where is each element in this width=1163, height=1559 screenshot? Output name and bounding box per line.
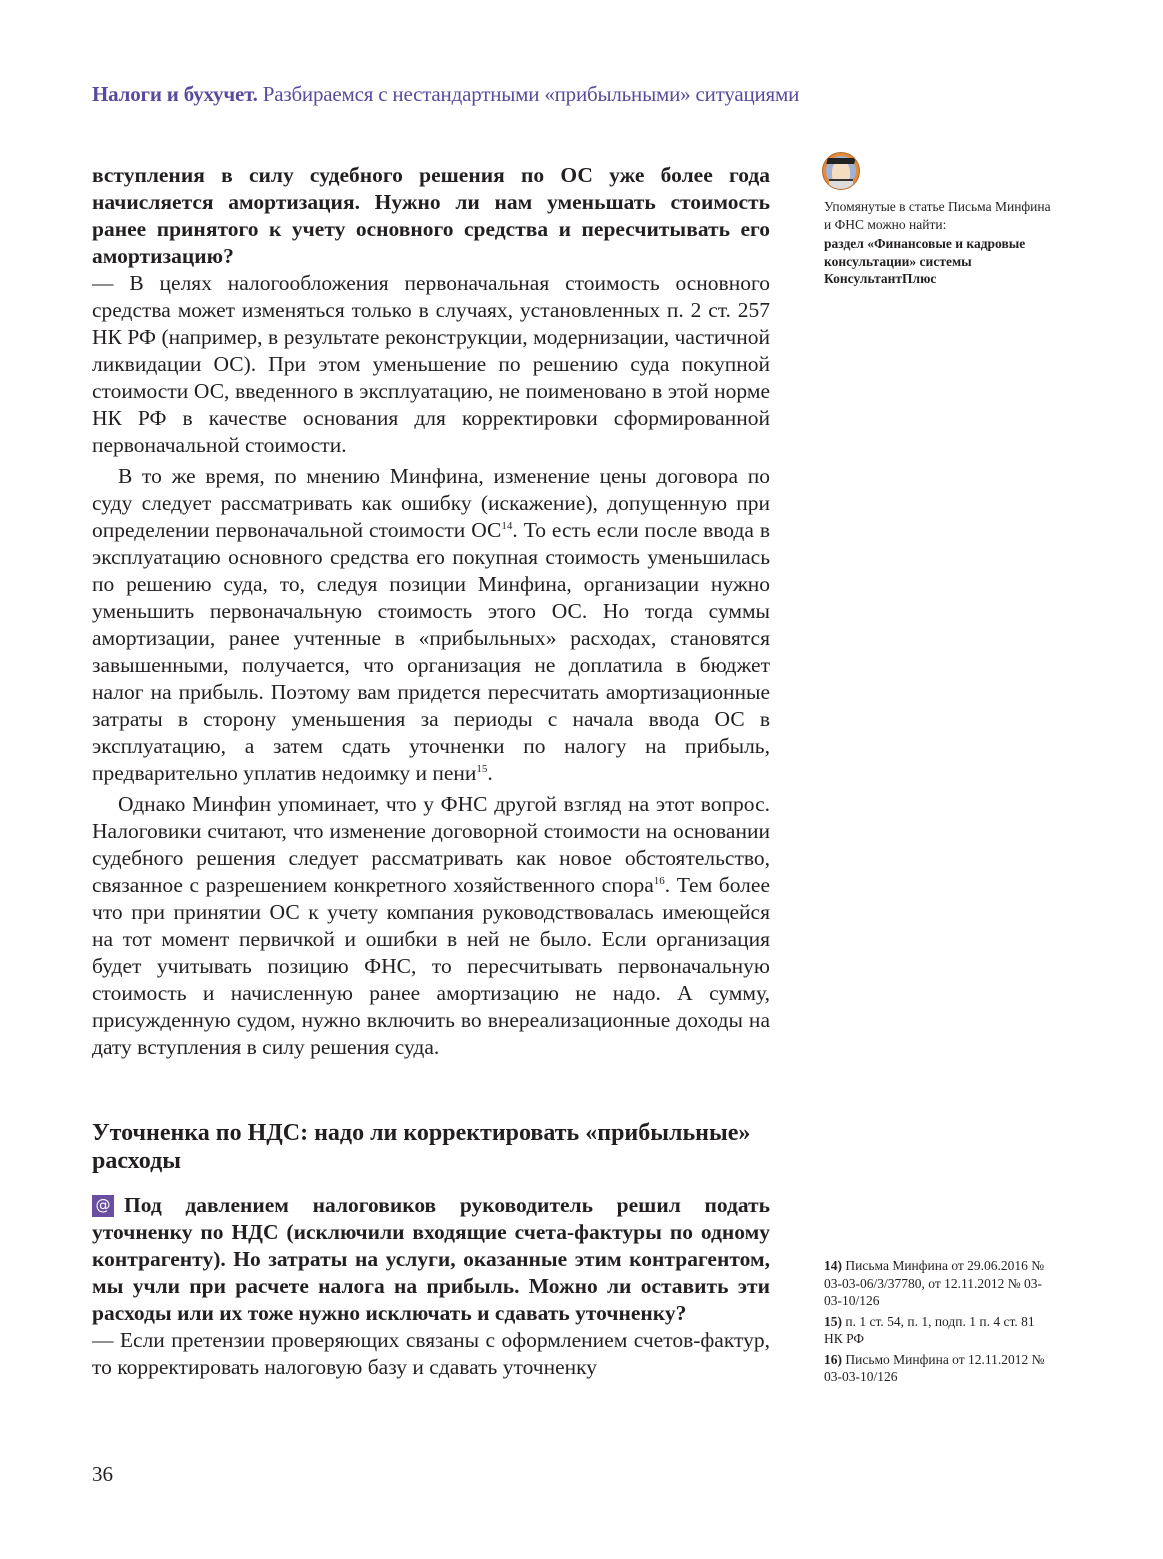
- expert-avatar-icon: [822, 152, 860, 190]
- question-2: @ Под давлением налоговиков руководитель решил подать уточненку по НДС (исключили входящие счета-фактуры по одному контрагенту). Но затраты на услуги, оказанные этим контрагентом, мы учли при расчете налога на прибыль. Можно ли оставить эти расходы или их тоже нужно исключать и сдавать уточненку?: [92, 1193, 770, 1325]
- article-body-2: [92, 1192, 770, 1381]
- article-body: [92, 162, 770, 1061]
- answer-paragraph-3: Однако Минфин упоминает, что у ФНС другой взгляд на этот вопрос. Налоговики считают, что изменение договорной стоимости на основании судебного решения следует рассматривать как новое обстоятельство, связанное с разрешением конкретного хозяйственного спора$^{16}$. Тем более что при принятии ОС к учету компания руководствовалась имеющейся на тот момент первичкой и ошибки в ней не было. Если организация будет учитывать позицию ФНС, то пересчитывать первоначальную стоимость и начисленную ранее амортизацию не надо. А сумму, присужденную судом, нужно включить во внереализационные доходы на дату вступления в силу решения суда.: [92, 792, 770, 1059]
- at-icon: @: [92, 1195, 114, 1217]
- footnote-14: 14) Письма Минфина от 29.06.2016 № 03-03-06/3/37780, от 12.11.2012 № 03-03-10/126: [824, 1258, 1045, 1308]
- answer-paragraph-2: В то же время, по мнению Минфина, изменение цены договора по суду следует рассматривать как ошибку (искажение), допущенную при определении первоначальной стоимости ОС$^{14}$. То есть если после ввода в эксплуатацию основного средства его покупная стоимость уменьшилась по решению суда, то, следуя позиции Минфина, организации нужно уменьшить первоначальную стоимость этого ОС. Но тогда суммы амортизации, ранее учтенные в «прибыльных» расходах, становятся завышенными, получается, что организация не доплатила в бюджет налог на прибыль. Поэтому вам придется пересчитать амортизационные затраты в сторону уменьшения за периоды с начала ввода ОС в эксплуатацию, а затем сдать уточненки по налогу на прибыль, предварительно уплатив недоимку и пени$^{15}$.: [92, 464, 770, 785]
- footnote-15: 15) п. 1 ст. 54, п. 1, подп. 1 п. 4 ст. 81 НК РФ: [824, 1313, 1035, 1346]
- sidebar-note-text: Упомянутые в статье Письма Минфина и ФНС можно найти:: [824, 199, 1051, 232]
- footnote-ref-15[interactable]: 15: [476, 763, 488, 775]
- running-head: [92, 82, 799, 107]
- page-number: 36: [92, 1462, 113, 1486]
- footnotes: [824, 1257, 1054, 1386]
- answer-2: — Если претензии проверяющих связаны с оформлением счетов-фактур, то корректировать налоговую базу и сдавать уточненку: [92, 1328, 770, 1379]
- question-continuation: вступления в силу судебного решения по ОС уже более года начисляется амортизация. Нужно ли нам уменьшать стоимость ранее принятого к учету основного средства и пересчитывать его амортизацию?: [92, 163, 770, 268]
- sidebar-note-bold: раздел «Финансовые и кадровые консультации» системы КонсультантПлюс: [824, 236, 1026, 286]
- section-heading: Уточненка по НДС: надо ли корректировать «прибыльные» расходы: [92, 1120, 751, 1174]
- running-head-title: Разбираемся с нестандартными «прибыльными» ситуациями: [262, 82, 800, 106]
- footnote-ref-16[interactable]: 16: [653, 875, 665, 887]
- answer-paragraph-1: — В целях налогообложения первоначальная стоимость основного средства может изменяться только в случаях, установленных п. 2 ст. 257 НК РФ (например, в результате реконструкции, модернизации, частичной ликвидации ОС). При этом уменьшение по решению суда покупной стоимости ОС, введенного в эксплуатацию, не поименовано в этой норме НК РФ в качестве основания для корректировки сформированной первоначальной стоимости.: [92, 271, 770, 457]
- running-head-section: Налоги и бухучет.: [92, 82, 258, 106]
- footnote-ref-14[interactable]: 14: [501, 520, 513, 532]
- footnote-16: 16) Письмо Минфина от 12.11.2012 № 03-03-10/126: [824, 1351, 1045, 1384]
- sidebar-note: [824, 198, 1054, 288]
